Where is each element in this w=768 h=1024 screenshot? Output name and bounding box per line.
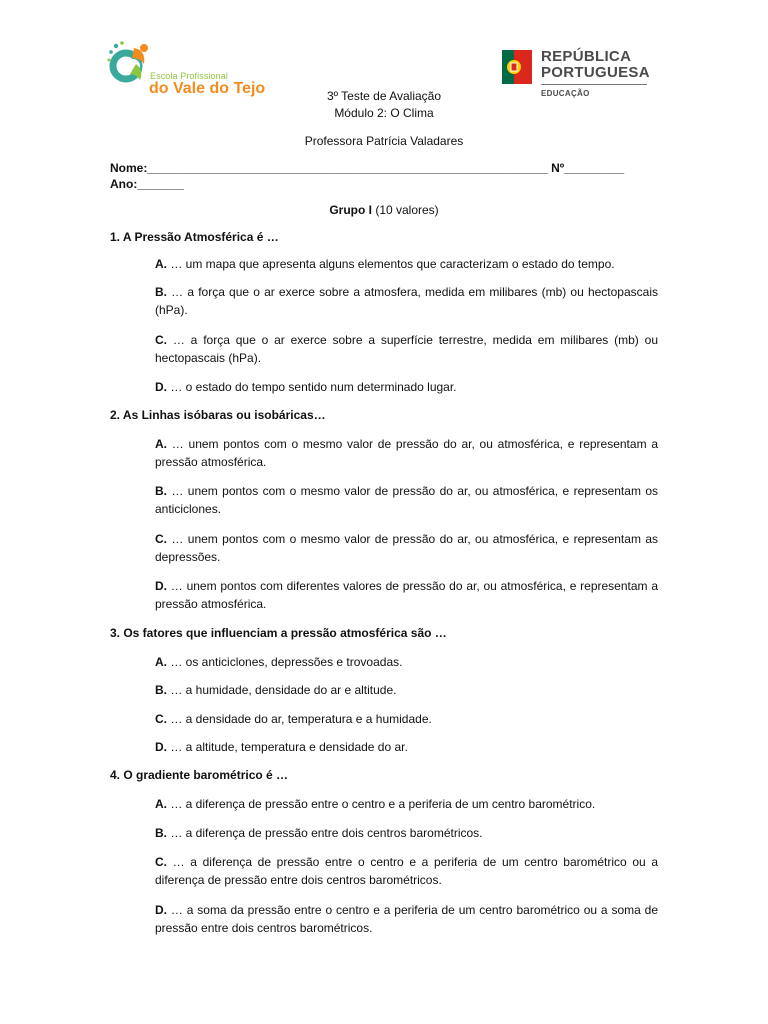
option-letter: C.: [155, 712, 167, 726]
question-2: 2. As Linhas isóbaras ou isobáricas…: [110, 408, 326, 422]
option-text: … a força que o ar exerce sobre a superfície terrestre, medida em milibares (mb) ou hectopascais (hPa).: [155, 333, 658, 365]
test-title: 3º Teste de Avaliação: [326, 89, 442, 103]
option-text: … a diferença de pressão entre o centro e a periferia de um centro barométrico.: [167, 797, 596, 811]
portuguese-flag-icon: [502, 48, 534, 86]
group-name: Grupo I: [329, 203, 372, 217]
question-3: 3. Os fatores que influenciam a pressão atmosférica são …: [110, 626, 447, 640]
group-points: (10 valores): [371, 203, 439, 217]
module-title: Módulo 2: O Clima: [334, 106, 434, 120]
school-logo-icon: [106, 40, 150, 86]
question-1: 1. A Pressão Atmosférica é …: [110, 230, 279, 244]
question-4-option-b: [155, 824, 658, 842]
option-text: … a humidade, densidade do ar e altitude.: [167, 683, 397, 697]
question-4-option-a: [155, 795, 658, 813]
option-text: … a densidade do ar, temperatura e a humidade.: [167, 712, 432, 726]
group-heading: [0, 203, 768, 217]
option-letter: D.: [155, 579, 167, 593]
question-2-option-b: [155, 482, 658, 518]
teacher-name: Professora Patrícia Valadares: [304, 134, 464, 148]
government-logo-line3: EDUCAÇÃO: [541, 89, 590, 98]
government-logo-line2: PORTUGUESA: [541, 64, 650, 81]
question-2-option-c: [155, 530, 658, 566]
option-text: … unem pontos com o mesmo valor de pressão do ar, ou atmosférica, e representam os anticiclones.: [155, 484, 658, 516]
option-letter: A.: [155, 655, 167, 669]
question-1-option-b: [155, 283, 658, 319]
option-letter: D.: [155, 740, 167, 754]
question-3-option-d: [155, 738, 658, 756]
option-letter: C.: [155, 532, 167, 546]
option-letter: B.: [155, 484, 167, 498]
question-1-option-c: [155, 331, 658, 367]
year-field: Ano:_______: [110, 177, 185, 191]
question-2-option-a: [155, 435, 658, 471]
option-letter: D.: [155, 903, 167, 917]
option-letter: B.: [155, 683, 167, 697]
option-text: … unem pontos com o mesmo valor de pressão do ar, ou atmosférica, e representam as depressões.: [155, 532, 658, 564]
question-3-option-b: [155, 681, 658, 699]
option-text: … um mapa que apresenta alguns elementos que caracterizam o estado do tempo.: [167, 257, 615, 271]
school-logo-line2: do Vale do Tejo: [149, 80, 266, 97]
option-text: … a força que o ar exerce sobre a atmosfera, medida em milibares (mb) ou hectopascais (hPa).: [155, 285, 658, 317]
option-letter: C.: [155, 333, 167, 347]
option-text: … a diferença de pressão entre dois centros barométricos.: [167, 826, 483, 840]
question-2-option-d: [155, 577, 658, 613]
option-letter: A.: [155, 437, 167, 451]
name-field: Nome:____________________________________________________________ Nº_________: [110, 161, 625, 175]
option-text: … a diferença de pressão entre o centro e a periferia de um centro barométrico ou a diferença de pressão entre dois centros barométricos.: [155, 855, 658, 887]
question-3-option-a: [155, 653, 658, 671]
question-4-option-c: [155, 853, 658, 889]
question-4: 4. O gradiente barométrico é …: [110, 768, 289, 782]
option-text: … o estado do tempo sentido num determinado lugar.: [167, 380, 457, 394]
government-logo-line1: REPÚBLICA: [541, 48, 632, 65]
option-text: … a altitude, temperatura e densidade do ar.: [167, 740, 408, 754]
option-text: … unem pontos com o mesmo valor de pressão do ar, ou atmosférica, e representam a pressão atmosférica.: [155, 437, 658, 469]
question-3-option-c: [155, 710, 658, 728]
option-letter: B.: [155, 285, 167, 299]
option-text: … os anticiclones, depressões e trovoadas.: [167, 655, 403, 669]
option-text: … a soma da pressão entre o centro e a periferia de um centro barométrico ou a soma de pressão entre dois centros barométricos.: [155, 903, 658, 935]
government-logo-divider: [541, 84, 647, 85]
question-4-option-d: [155, 901, 658, 937]
option-letter: C.: [155, 855, 167, 869]
option-letter: B.: [155, 826, 167, 840]
option-letter: D.: [155, 380, 167, 394]
option-letter: A.: [155, 257, 167, 271]
question-1-option-d: [155, 378, 658, 396]
school-logo-line1: Escola Profissional: [150, 71, 228, 81]
option-text: … unem pontos com diferentes valores de pressão do ar, ou atmosférica, e representam a pressão atmosférica.: [155, 579, 658, 611]
option-letter: A.: [155, 797, 167, 811]
question-1-option-a: [155, 255, 658, 273]
